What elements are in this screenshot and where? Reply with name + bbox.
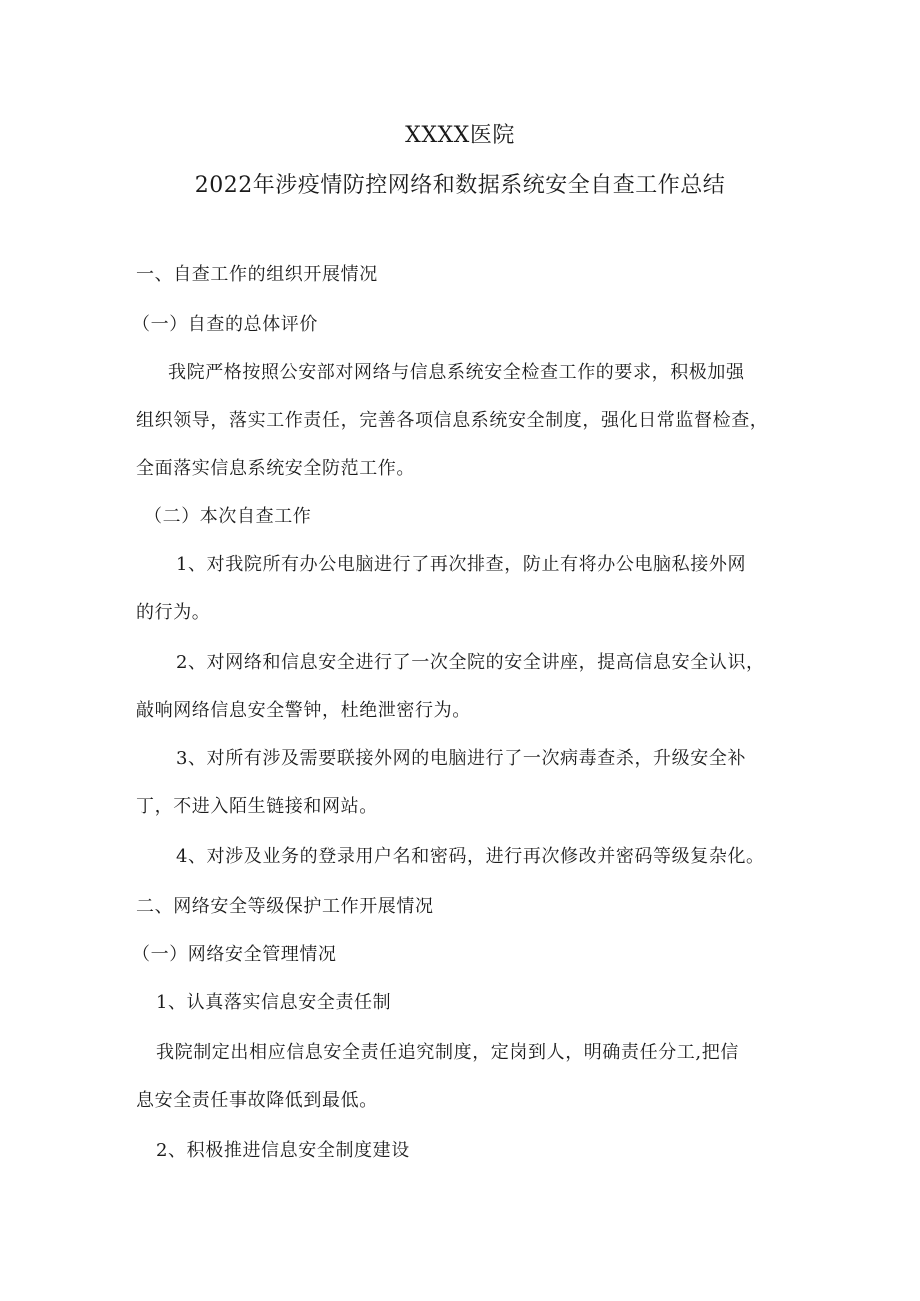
section-heading-2: 二、网络安全等级保护工作开展情况 [136, 896, 434, 917]
paragraph-line: 组织领导，落实工作责任，完善各项信息系统安全制度，强化日常监督检查， [136, 410, 769, 431]
list-item-3-cont: 丁，不进入陌生链接和网站。 [136, 796, 378, 817]
list-item-2-cont: 敲响网络信息安全警钟，杜绝泄密行为。 [136, 700, 471, 721]
subsection-heading-2-1: （一）网络安全管理情况 [132, 944, 337, 965]
subsection-heading-1-1: （一）自查的总体评价 [132, 314, 318, 335]
list-item-1: 1、对我院所有办公电脑进行了再次排查，防止有将办公电脑私接外网 [176, 554, 747, 575]
list-item-heading-1: 1、认真落实信息安全责任制 [156, 992, 392, 1013]
subsection-heading-1-2: （二）本次自查工作 [144, 506, 312, 527]
list-item-heading-2: 2、积极推进信息安全制度建设 [156, 1140, 410, 1161]
paragraph-line: 我院严格按照公安部对网络与信息系统安全检查工作的要求，积极加强 [168, 362, 745, 383]
list-item-4: 4、对涉及业务的登录用户名和密码，进行再次修改并密码等级复杂化。 [176, 846, 765, 867]
paragraph-line: 全面落实信息系统安全防范工作。 [136, 458, 415, 479]
paragraph-line: 我院制定出相应信息安全责任追究制度，定岗到人，明确责任分工,把信 [156, 1042, 739, 1063]
paragraph-line: 息安全责任事故降低到最低。 [136, 1090, 378, 1111]
list-item-3: 3、对所有涉及需要联接外网的电脑进行了一次病毒查杀，升级安全补 [176, 748, 747, 769]
list-item-1-cont: 的行为。 [136, 602, 211, 623]
document-title-main: 2022年涉疫情防控网络和数据系统安全自查工作总结 [194, 173, 726, 198]
section-heading-1: 一、自查工作的组织开展情况 [136, 264, 378, 285]
document-title-hospital: XXXX医院 [405, 123, 515, 148]
list-item-2: 2、对网络和信息安全进行了一次全院的安全讲座，提高信息安全认识， [176, 652, 765, 673]
